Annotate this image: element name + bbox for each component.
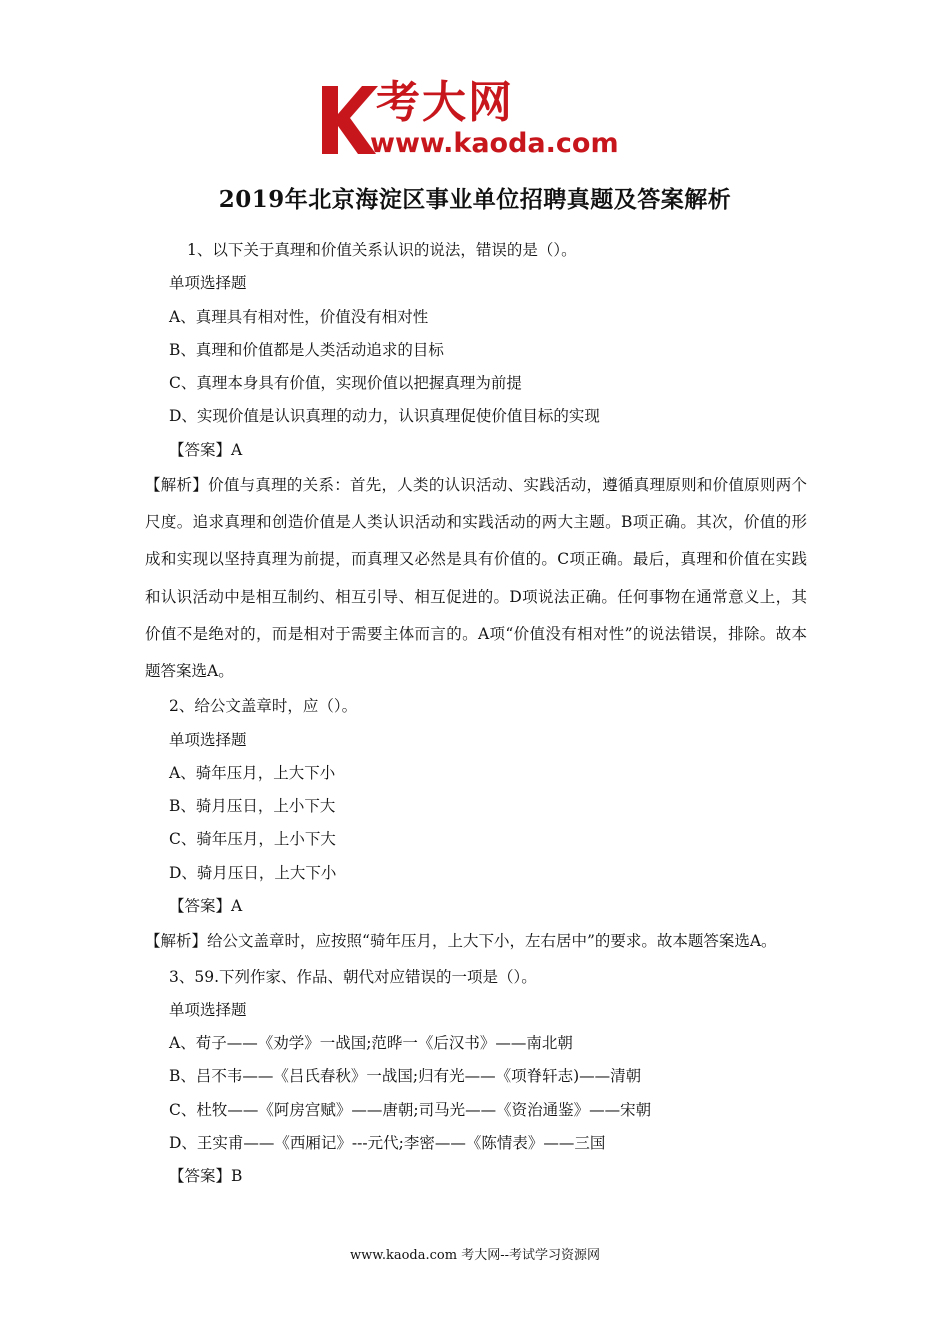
option-d: D、实现价值是认识真理的动力，认识真理促使价值目标的实现 (169, 407, 600, 426)
question-type: 单项选择题 (169, 274, 247, 293)
option-a: A、骑年压月，上大下小 (169, 763, 336, 782)
analysis-label: 【解析】 (145, 476, 209, 495)
option-d: D、骑月压日，上大下小 (169, 863, 337, 882)
analysis-label: 【解析】 (145, 932, 208, 951)
question-stem: 1、以下关于真理和价值关系认识的说法，错误的是（）。 (187, 241, 577, 259)
question-type: 单项选择题 (169, 730, 247, 749)
option-b: B、骑月压日，上小下大 (169, 797, 336, 816)
option-c: C、骑年压月，上小下大 (169, 830, 336, 849)
answer: 【答案】A (169, 897, 243, 916)
analysis-text: 价值与真理的关系：首先，人类的认识活动、实践活动，遵循真理原则和价值原则两个尺度。追求真理和创造价值是人类认识活动和实践活动的两大主题。B项正确。其次，价值的形成和实现以坚持真理为前提，而真理又必然是具有价值的。C项正确。最后，真理和价值在实践和认识活动中是相互制约、相互引导、相互促进的。D项说法正确。任何事物在通常意义上，其价值不是绝对的，而是相对于需要主体而言的。A项“价值没有相对性”的说法错误，排除。故本题答案选A。 (145, 476, 807, 681)
answer: 【答案】A (169, 440, 243, 459)
option-c: C、真理本身具有价值，实现价值以把握真理为前提 (169, 374, 522, 393)
document-title: 2019年北京海淀区事业单位招聘真题及答案解析 (218, 186, 732, 213)
analysis (145, 923, 807, 960)
logo-brand-cn: 考大网 (376, 77, 514, 128)
option-d: D、王实甫——《西厢记》---元代;李密——《陈情表》——三国 (169, 1134, 606, 1153)
question-type: 单项选择题 (169, 1000, 247, 1019)
analysis-text: 给公文盖章时，应按照“骑年压月，上大下小，左右居中”的要求。故本题答案选A。 (207, 932, 777, 951)
option-c: C、杜牧——《阿房宫赋》——唐朝;司马光——《资治通鉴》——宋朝 (169, 1100, 652, 1119)
question-stem: 2、给公文盖章时，应（）。 (169, 697, 358, 716)
analysis (145, 467, 807, 690)
option-a: A、荀子——《劝学》一战国;范晔一《后汉书》——南北朝 (169, 1034, 573, 1053)
option-b: B、吕不韦——《吕氏春秋》一战国;归有光——《项脊轩志)——清朝 (169, 1067, 642, 1086)
option-b: B、真理和价值都是人类活动追求的目标 (169, 340, 444, 359)
document-body (145, 234, 807, 1194)
answer: 【答案】B (169, 1167, 243, 1186)
kaoda-logo (318, 78, 638, 162)
option-a: A、真理具有相对性，价值没有相对性 (169, 307, 429, 326)
page-footer: www.kaoda.com 考大网--考试学习资源网 (350, 1248, 600, 1263)
question-stem: 3、59.下列作家、作品、朝代对应错误的一项是（）。 (169, 967, 537, 986)
logo-brand-url: www.kaoda.com (370, 128, 619, 159)
